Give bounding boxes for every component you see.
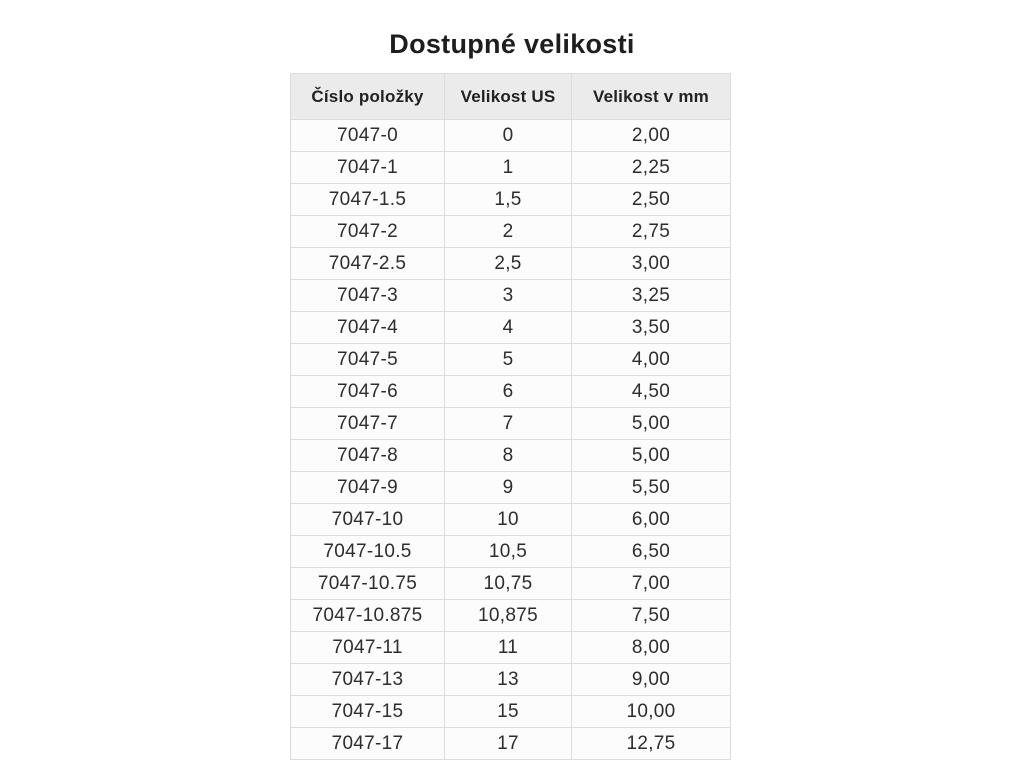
item-number-cell: 7047-8 (291, 440, 445, 472)
item-number-cell: 7047-13 (291, 664, 445, 696)
item-number-cell: 7047-3 (291, 280, 445, 312)
item-number-cell: 7047-1 (291, 152, 445, 184)
size-us-cell: 1,5 (445, 184, 572, 216)
size-mm-cell: 2,25 (572, 152, 731, 184)
size-us-cell: 15 (445, 696, 572, 728)
size-mm-cell: 4,50 (572, 376, 731, 408)
table-header (291, 74, 731, 120)
size-mm-cell: 5,00 (572, 408, 731, 440)
size-us-cell: 1 (445, 152, 572, 184)
table-row (291, 344, 731, 376)
size-mm-cell: 2,75 (572, 216, 731, 248)
size-mm-cell: 12,75 (572, 728, 731, 760)
item-number-cell: 7047-9 (291, 472, 445, 504)
size-us-cell: 9 (445, 472, 572, 504)
item-number-cell: 7047-2.5 (291, 248, 445, 280)
size-mm-cell: 3,00 (572, 248, 731, 280)
size-mm-cell: 2,00 (572, 120, 731, 152)
item-number-cell: 7047-10 (291, 504, 445, 536)
column-header-item-number: Číslo položky (291, 74, 445, 120)
size-us-cell: 0 (445, 120, 572, 152)
item-number-cell: 7047-0 (291, 120, 445, 152)
item-number-cell: 7047-10.875 (291, 600, 445, 632)
table-row (291, 728, 731, 760)
table-body (291, 120, 731, 760)
item-number-cell: 7047-17 (291, 728, 445, 760)
size-mm-cell: 3,50 (572, 312, 731, 344)
item-number-cell: 7047-10.5 (291, 536, 445, 568)
size-us-cell: 17 (445, 728, 572, 760)
size-us-cell: 6 (445, 376, 572, 408)
table-row (291, 280, 731, 312)
item-number-cell: 7047-6 (291, 376, 445, 408)
size-mm-cell: 6,50 (572, 536, 731, 568)
size-us-cell: 10,5 (445, 536, 572, 568)
size-us-cell: 3 (445, 280, 572, 312)
size-us-cell: 10 (445, 504, 572, 536)
item-number-cell: 7047-15 (291, 696, 445, 728)
size-us-cell: 13 (445, 664, 572, 696)
size-us-cell: 2,5 (445, 248, 572, 280)
size-mm-cell: 5,50 (572, 472, 731, 504)
item-number-cell: 7047-2 (291, 216, 445, 248)
table-row (291, 664, 731, 696)
table-row (291, 600, 731, 632)
size-us-cell: 10,75 (445, 568, 572, 600)
size-mm-cell: 3,25 (572, 280, 731, 312)
size-us-cell: 11 (445, 632, 572, 664)
item-number-cell: 7047-1.5 (291, 184, 445, 216)
size-us-cell: 8 (445, 440, 572, 472)
size-mm-cell: 2,50 (572, 184, 731, 216)
table-row (291, 216, 731, 248)
size-mm-cell: 10,00 (572, 696, 731, 728)
table-row (291, 184, 731, 216)
size-mm-cell: 7,00 (572, 568, 731, 600)
size-us-cell: 10,875 (445, 600, 572, 632)
item-number-cell: 7047-10.75 (291, 568, 445, 600)
table-row (291, 696, 731, 728)
size-us-cell: 5 (445, 344, 572, 376)
size-mm-cell: 6,00 (572, 504, 731, 536)
table-row (291, 568, 731, 600)
size-us-cell: 7 (445, 408, 572, 440)
table-row (291, 248, 731, 280)
table-row (291, 504, 731, 536)
size-mm-cell: 7,50 (572, 600, 731, 632)
table-row (291, 312, 731, 344)
table-row (291, 632, 731, 664)
size-mm-cell: 8,00 (572, 632, 731, 664)
item-number-cell: 7047-5 (291, 344, 445, 376)
size-us-cell: 2 (445, 216, 572, 248)
column-header-size-us: Velikost US (445, 74, 572, 120)
size-mm-cell: 5,00 (572, 440, 731, 472)
table-row (291, 440, 731, 472)
size-mm-cell: 4,00 (572, 344, 731, 376)
table-row (291, 472, 731, 504)
size-mm-cell: 9,00 (572, 664, 731, 696)
column-header-size-mm: Velikost v mm (572, 74, 731, 120)
table-row (291, 376, 731, 408)
item-number-cell: 7047-11 (291, 632, 445, 664)
sizes-table (290, 73, 731, 760)
size-us-cell: 4 (445, 312, 572, 344)
page-title: Dostupné velikosti (389, 29, 635, 59)
table-row (291, 408, 731, 440)
item-number-cell: 7047-4 (291, 312, 445, 344)
table-row (291, 536, 731, 568)
table-row (291, 120, 731, 152)
header-row (291, 74, 731, 120)
item-number-cell: 7047-7 (291, 408, 445, 440)
table-row (291, 152, 731, 184)
